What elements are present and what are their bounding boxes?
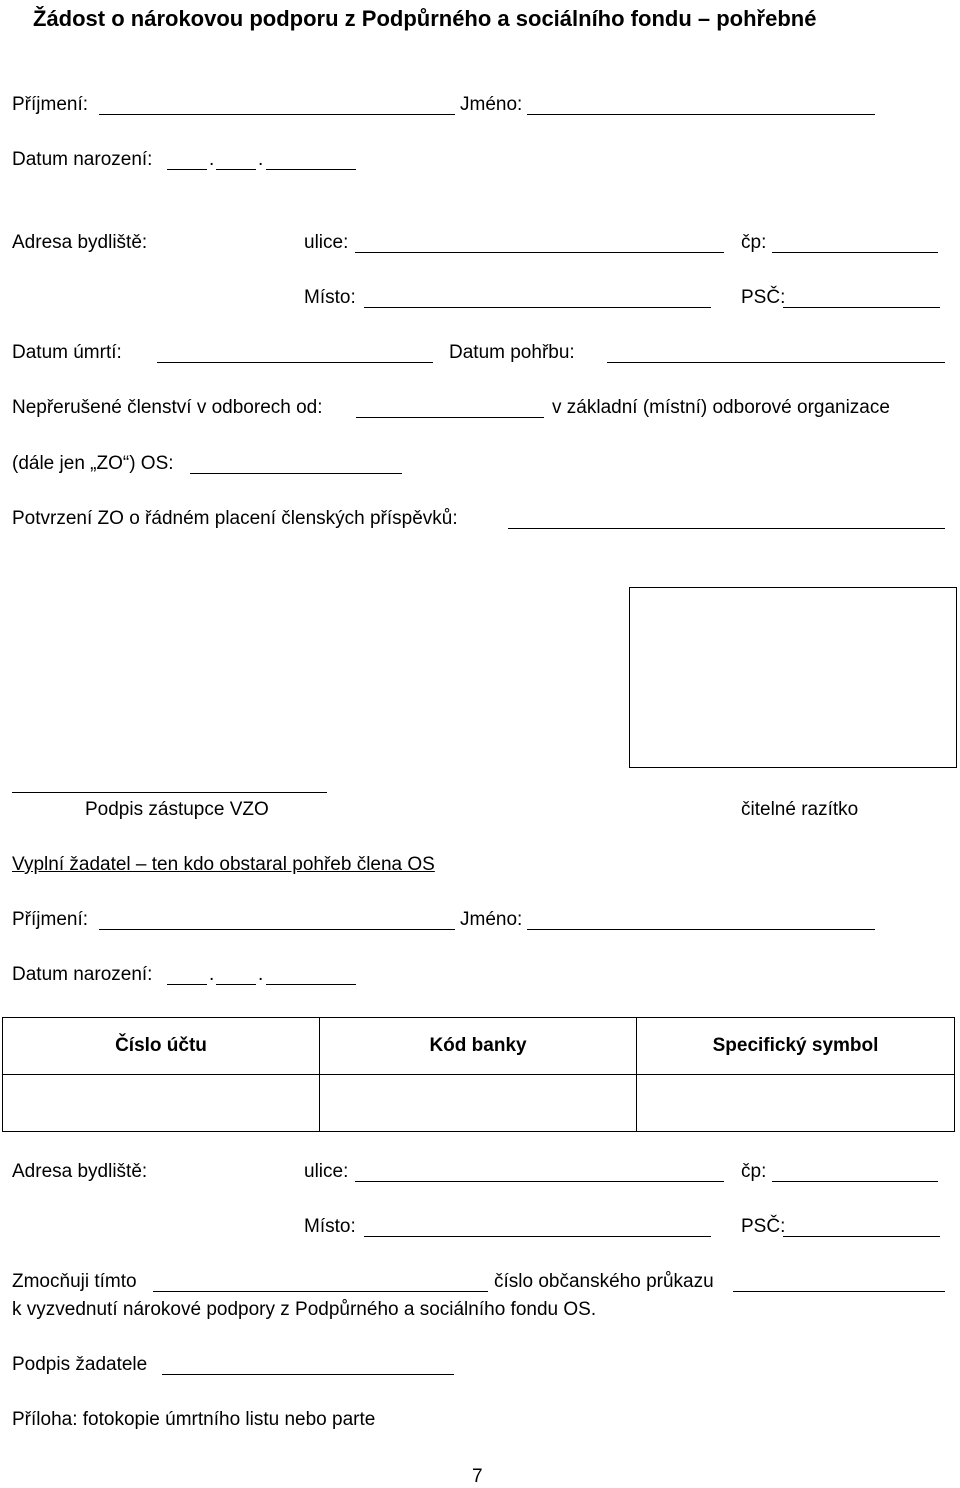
street-label: ulice: [304, 232, 349, 253]
house-number-label: čp: [741, 232, 767, 253]
membership-date-field[interactable] [356, 417, 544, 418]
authorized-person-field[interactable] [153, 1291, 488, 1292]
membership-suffix: v základní (místní) odborové organizace [552, 397, 890, 418]
applicant-house-number-label: čp: [741, 1161, 767, 1182]
account-number-cell[interactable] [3, 1075, 320, 1132]
applicant-birth-label: Datum narození: [12, 964, 153, 985]
birth-day-field[interactable] [167, 169, 207, 170]
zip-label: PSČ: [741, 287, 786, 308]
page-title: Žádost o nárokovou podporu z Podpůrného a sociálního fondu – pohřebné [33, 6, 817, 31]
death-date-label: Datum úmrtí: [12, 342, 122, 363]
surname-field[interactable] [99, 114, 455, 115]
address-label: Adresa bydliště: [12, 232, 148, 253]
applicant-surname-label: Příjmení: [12, 909, 89, 930]
surname-label: Příjmení: [12, 94, 89, 115]
applicant-birth-day-field[interactable] [167, 984, 207, 985]
authorize-middle: číslo občanského průkazu [494, 1271, 714, 1292]
applicant-surname-field[interactable] [99, 929, 455, 930]
specific-symbol-cell[interactable] [637, 1075, 955, 1132]
stamp-box [629, 587, 957, 768]
funeral-date-label: Datum pohřbu: [449, 342, 575, 363]
account-number-header: Číslo účtu [3, 1018, 320, 1075]
applicant-name-label: Jméno: [460, 909, 523, 930]
applicant-birth-month-field[interactable] [216, 984, 256, 985]
id-card-number-field[interactable] [733, 1291, 945, 1292]
name-field[interactable] [527, 114, 875, 115]
funeral-date-field[interactable] [607, 362, 945, 363]
applicant-house-number-field[interactable] [772, 1181, 938, 1182]
name-label: Jméno: [460, 94, 523, 115]
membership-label: Nepřerušené členství v odborech od: [12, 397, 323, 418]
signature-caption: Podpis zástupce VZO [85, 799, 269, 820]
applicant-zip-label: PSČ: [741, 1216, 786, 1237]
birth-month-field[interactable] [216, 169, 256, 170]
authorize-prefix: Zmocňuji tímto [12, 1271, 137, 1292]
bank-code-cell[interactable] [320, 1075, 637, 1132]
place-label: Místo: [304, 287, 356, 308]
house-number-field[interactable] [772, 252, 938, 253]
bank-code-header: Kód banky [320, 1018, 637, 1075]
os-field[interactable] [190, 473, 402, 474]
birth-year-field[interactable] [266, 169, 356, 170]
stamp-caption: čitelné razítko [741, 799, 859, 820]
applicant-address-label: Adresa bydliště: [12, 1161, 148, 1182]
applicant-heading: Vyplní žadatel – ten kdo obstaral pohřeb člena OS [12, 854, 435, 875]
os-label: (dále jen „ZO“) OS: [12, 453, 174, 474]
authorize-line2: k vyzvednutí nárokové podpory z Podpůrného a sociálního fondu OS. [12, 1299, 597, 1320]
street-field[interactable] [355, 252, 724, 253]
attachment-note: Příloha: fotokopie úmrtního listu nebo parte [12, 1409, 376, 1430]
applicant-signature-line[interactable] [162, 1374, 454, 1375]
place-field[interactable] [364, 307, 711, 308]
applicant-birth-year-field[interactable] [266, 984, 356, 985]
confirmation-field[interactable] [508, 528, 945, 529]
applicant-street-field[interactable] [355, 1181, 724, 1182]
applicant-zip-field[interactable] [783, 1236, 940, 1237]
bank-account-table [2, 1017, 955, 1132]
specific-symbol-header: Specifický symbol [637, 1018, 955, 1075]
applicant-place-label: Místo: [304, 1216, 356, 1237]
signature-line[interactable] [12, 792, 327, 793]
zip-field[interactable] [783, 307, 940, 308]
confirmation-label: Potvrzení ZO o řádném placení členských příspěvků: [12, 508, 458, 529]
birth-date-label: Datum narození: [12, 149, 153, 170]
applicant-place-field[interactable] [364, 1236, 711, 1237]
death-date-field[interactable] [157, 362, 433, 363]
applicant-street-label: ulice: [304, 1161, 349, 1182]
applicant-name-field[interactable] [527, 929, 875, 930]
page-number: 7 [472, 1466, 483, 1487]
applicant-signature-label: Podpis žadatele [12, 1354, 148, 1375]
